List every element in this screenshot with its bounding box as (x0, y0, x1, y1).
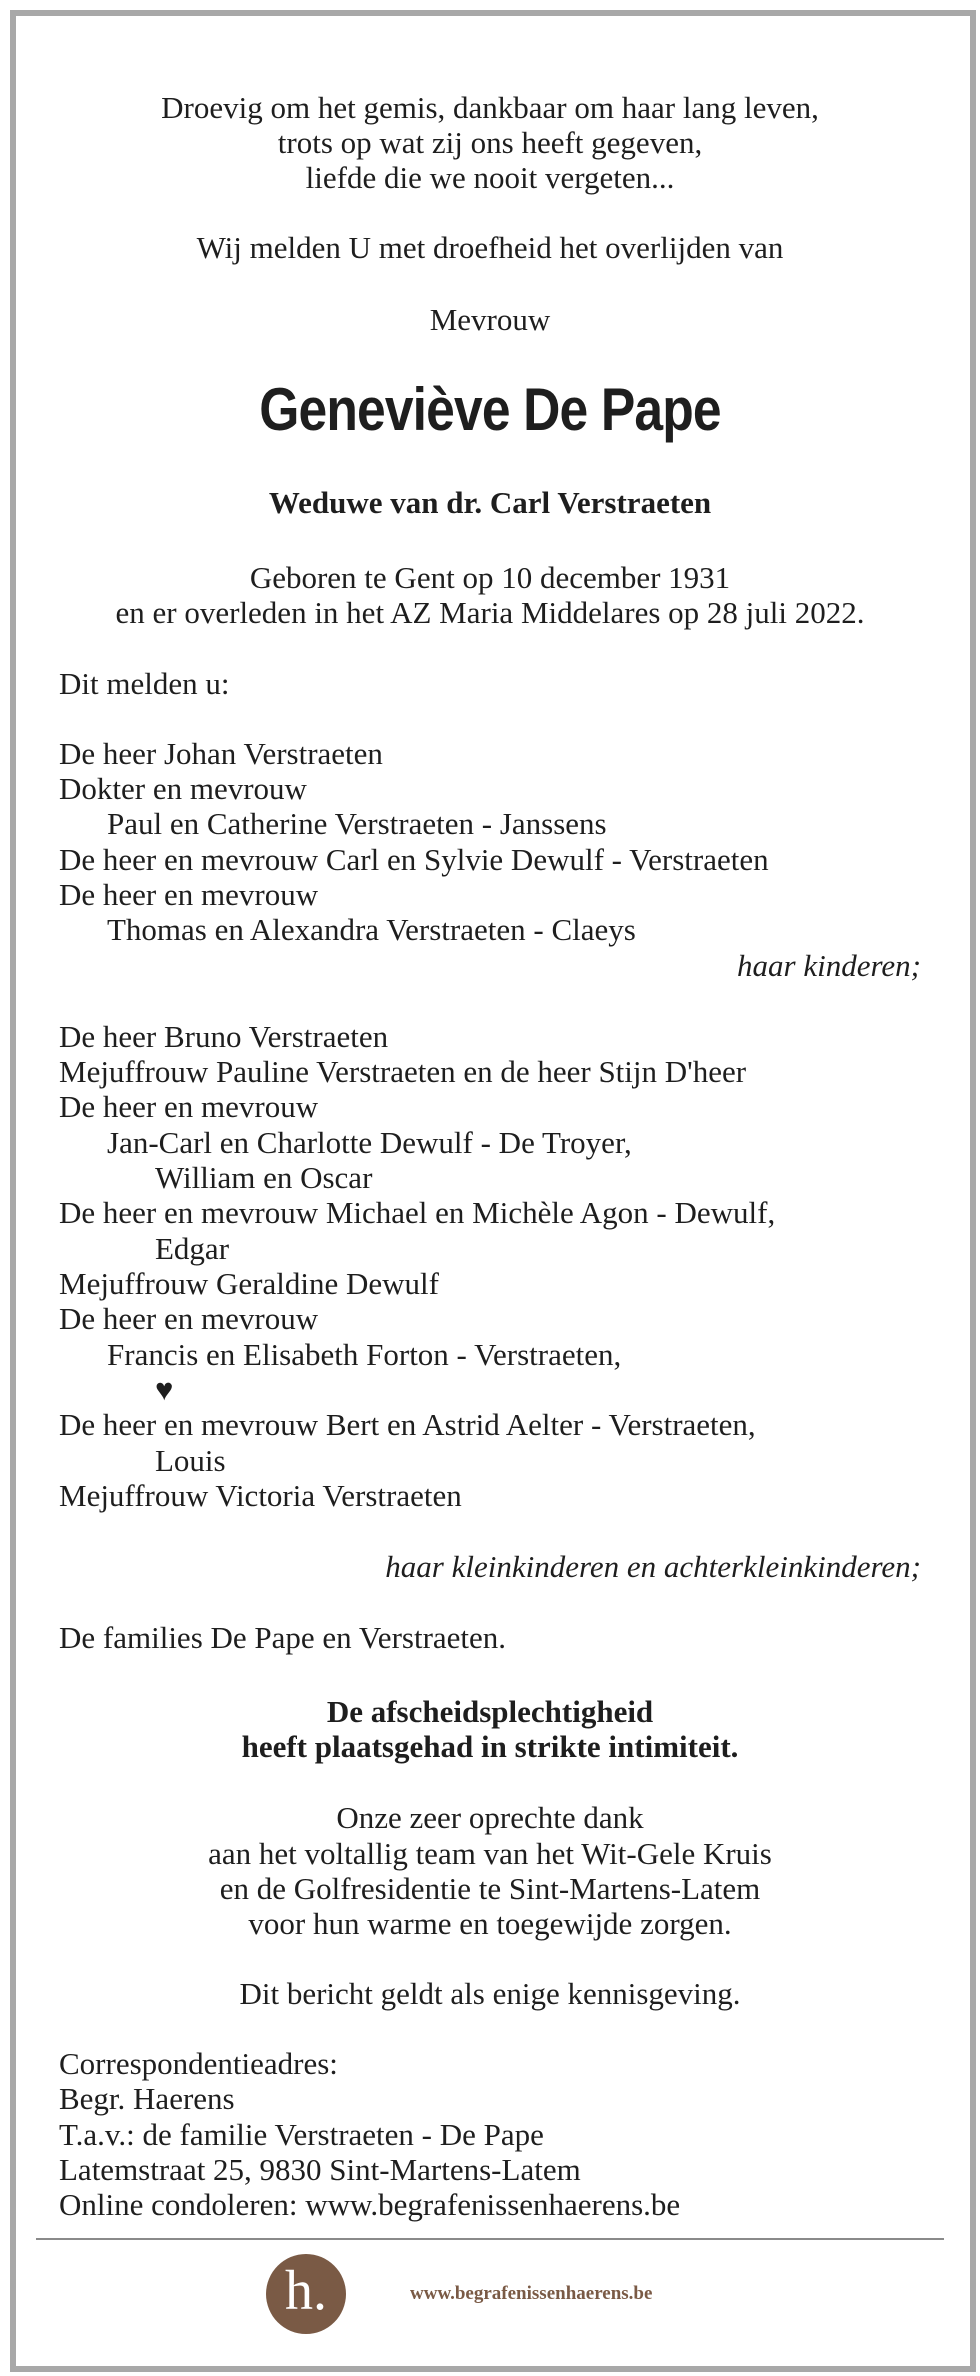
ceremony-line: De afscheidsplechtigheid (326, 1694, 654, 1729)
families-line: De families De Pape en Verstraeten. (59, 1620, 507, 1655)
notice-line: Dit bericht geldt als enige kennisgeving. (239, 1976, 741, 2011)
deceased-name: Geneviève De Pape (259, 376, 721, 443)
children-caption: haar kinderen; (737, 948, 921, 983)
list-item: Paul en Catherine Verstraeten - Janssens (107, 806, 607, 841)
footer-divider (36, 2238, 944, 2240)
list-item: Mejuffrouw Victoria Verstraeten (59, 1478, 462, 1513)
list-item: De heer Bruno Verstraeten (59, 1019, 389, 1054)
list-item: Jan-Carl en Charlotte Dewulf - De Troyer, (107, 1125, 632, 1160)
list-item: William en Oscar (155, 1160, 373, 1195)
list-item: Mejuffrouw Geraldine Dewulf (59, 1266, 439, 1301)
list-item: De heer en mevrouw (59, 1089, 319, 1124)
announcement: Wij melden U met droefheid het overlijden van (196, 230, 784, 265)
thanks-line: en de Golfresidentie te Sint-Martens-Latem (219, 1871, 761, 1906)
funeral-home-logo: h. (266, 2254, 346, 2334)
poem-line: Droevig om het gemis, dankbaar om haar lang leven, (161, 90, 819, 125)
thanks-line: Onze zeer oprechte dank (336, 1800, 644, 1835)
online-condolence-line: Online condoleren: www.begrafenissenhaerens.be (59, 2187, 681, 2222)
grandchildren-caption: haar kleinkinderen en achterkleinkinderen; (385, 1549, 921, 1584)
list-item: Thomas en Alexandra Verstraeten - Claeys (107, 912, 636, 947)
list-item: De heer en mevrouw (59, 1301, 319, 1336)
list-item: Francis en Elisabeth Forton - Verstraeten, (107, 1337, 622, 1372)
correspondence-line: Begr. Haerens (59, 2081, 235, 2116)
death-line: en er overleden in het AZ Maria Middelares op 28 juli 2022. (115, 595, 865, 630)
poem-line: liefde die we nooit vergeten... (305, 160, 675, 195)
announcers-label: Dit melden u: (59, 666, 230, 701)
correspondence-line: Latemstraat 25, 9830 Sint-Martens-Latem (59, 2152, 581, 2187)
list-item: De heer Johan Verstraeten (59, 736, 383, 771)
list-item: Mejuffrouw Pauline Verstraeten en de heer Stijn D'heer (59, 1054, 747, 1089)
thanks-line: aan het voltallig team van het Wit-Gele Kruis (208, 1836, 772, 1871)
poem-line: trots op wat zij ons heeft gegeven, (277, 125, 703, 160)
heart-icon: ♥ (155, 1372, 174, 1407)
list-item: De heer en mevrouw Bert en Astrid Aelter - Verstraeten, (59, 1407, 756, 1442)
list-item: De heer en mevrouw Carl en Sylvie Dewulf - Verstraeten (59, 842, 769, 877)
ceremony-line: heeft plaatsgehad in strikte intimiteit. (241, 1729, 739, 1764)
funeral-home-url[interactable]: www.begrafenissenhaerens.be (410, 2283, 653, 2304)
widow-of: Weduwe van dr. Carl Verstraeten (268, 485, 712, 520)
correspondence-line: T.a.v.: de familie Verstraeten - De Pape (59, 2117, 544, 2152)
list-item: De heer en mevrouw Michael en Michèle Agon - Dewulf, (59, 1195, 776, 1230)
list-item: Louis (155, 1443, 226, 1478)
thanks-line: voor hun warme en toegewijde zorgen. (248, 1906, 732, 1941)
list-item: Dokter en mevrouw (59, 771, 307, 806)
list-item: De heer en mevrouw (59, 877, 319, 912)
salutation: Mevrouw (429, 302, 551, 337)
correspondence-label: Correspondentieadres: (59, 2046, 338, 2081)
birth-line: Geboren te Gent op 10 december 1931 (249, 560, 731, 595)
list-item: Edgar (155, 1231, 230, 1266)
